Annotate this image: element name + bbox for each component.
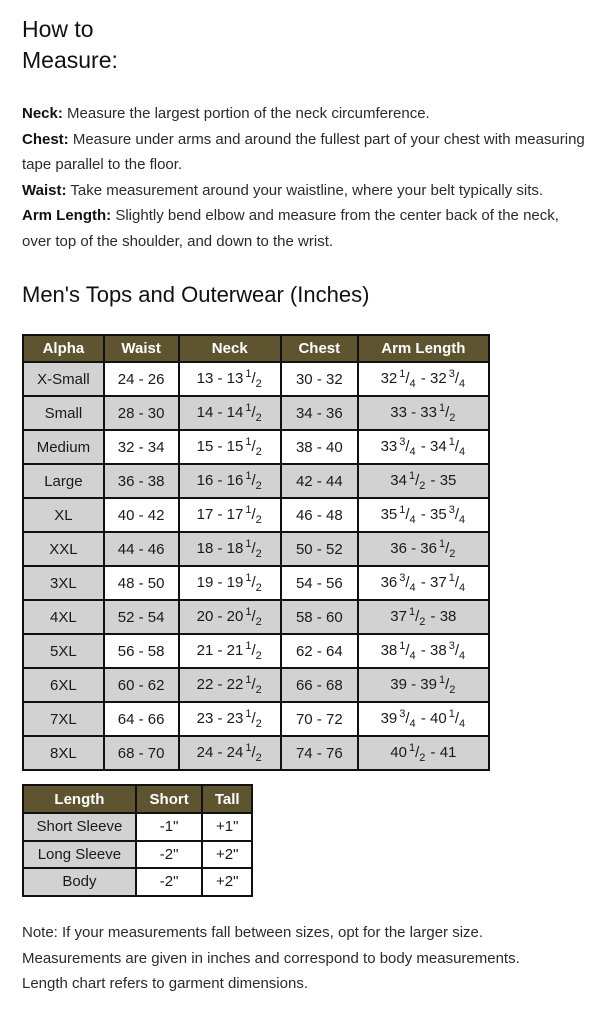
page-title-line1: How to <box>22 16 94 42</box>
table-cell: 37 $^1/_2 - 38$ <box>358 600 489 634</box>
table-row <box>23 362 489 396</box>
instruction-label: Chest: <box>22 130 69 148</box>
fraction: $^1/_2$ <box>245 708 262 730</box>
table-cell: -1" <box>136 813 203 841</box>
notes <box>22 920 592 997</box>
table-cell: 70 - 72 <box>281 702 358 736</box>
table-row <box>23 396 489 430</box>
table-row <box>23 702 489 736</box>
size-chart-table <box>22 334 490 771</box>
note-line: Note: If your measurements fall between sizes, opt for the larger size. <box>22 924 484 941</box>
table-cell: 50 - 52 <box>281 532 358 566</box>
table-cell: 64 - 66 <box>104 702 179 736</box>
column-header: Short <box>136 785 203 813</box>
table-cell: 16 - 16 $^1/_2$ <box>179 464 281 498</box>
fraction: $^1/_2$ <box>245 538 262 560</box>
fraction: $^1/_4$ <box>399 504 416 526</box>
instruction-label: Arm Length: <box>22 207 112 224</box>
table-cell: 40 - 42 <box>104 498 179 532</box>
table-cell: 46 - 48 <box>281 498 358 532</box>
table-cell: -2" <box>136 868 203 896</box>
table-cell: 40 $^1/_2 - 41$ <box>358 736 489 770</box>
instruction-waist <box>22 178 592 204</box>
table-cell: 38 $^1/_4 - 38$ $^3/_4$ <box>358 634 489 668</box>
length-chart-body <box>23 813 252 896</box>
table-cell: 13 - 13 $^1/_2$ <box>179 362 281 396</box>
table-cell: 32 - 34 <box>104 430 179 464</box>
table-cell: 4XL <box>23 600 104 634</box>
fraction: $^1/_2$ <box>245 606 262 628</box>
table-cell: Medium <box>23 430 104 464</box>
column-header: Arm Length <box>358 335 489 362</box>
fraction: $^1/_2$ <box>245 504 262 526</box>
length-chart-table <box>22 784 253 897</box>
table-cell: 38 - 40 <box>281 430 358 464</box>
table-cell: 15 - 15 $^1/_2$ <box>179 430 281 464</box>
table-cell: 62 - 64 <box>281 634 358 668</box>
table-cell: 23 - 23 $^1/_2$ <box>179 702 281 736</box>
table-cell: 36 $^3/_4 - 37$ $^1/_4$ <box>358 566 489 600</box>
table-cell: 28 - 30 <box>104 396 179 430</box>
table-cell: 32 $^1/_4 - 32$ $^3/_4$ <box>358 362 489 396</box>
table-cell: 33 $^3/_4 - 34$ $^1/_4$ <box>358 430 489 464</box>
table-cell: 17 - 17 $^1/_2$ <box>179 498 281 532</box>
fraction: $^1/_2$ <box>245 742 262 764</box>
fraction: $^3/_4$ <box>448 368 466 390</box>
fraction: $^1/_2$ <box>245 436 262 458</box>
fraction: $^1/_2$ <box>245 640 262 662</box>
table-row <box>23 532 489 566</box>
column-header: Waist <box>104 335 179 362</box>
table-cell: 56 - 58 <box>104 634 179 668</box>
table-cell: 39 $^3/_4 - 40$ $^1/_4$ <box>358 702 489 736</box>
column-header: Alpha <box>23 335 104 362</box>
instruction-text: Take measurement around your waistline, where your belt typically sits. <box>66 181 544 199</box>
table-cell: +2" <box>202 841 252 869</box>
table-cell: 6XL <box>23 668 104 702</box>
table-cell: 24 - 24 $^1/_2$ <box>179 736 281 770</box>
table-cell: 48 - 50 <box>104 566 179 600</box>
page-title-line2: Measure: <box>22 47 118 73</box>
table-cell: 24 - 26 <box>104 362 179 396</box>
table-cell: 8XL <box>23 736 104 770</box>
table-cell: 30 - 32 <box>281 362 358 396</box>
size-chart-header-row <box>23 335 489 362</box>
table-row <box>23 868 252 896</box>
table-cell: 19 - 19 $^1/_2$ <box>179 566 281 600</box>
fraction: $^1/_2$ <box>408 606 426 628</box>
length-chart-header-row <box>23 785 252 813</box>
table-cell: 36 - 38 <box>104 464 179 498</box>
table-cell: 18 - 18 $^1/_2$ <box>179 532 281 566</box>
table-cell: 35 $^1/_4 - 35$ $^3/_4$ <box>358 498 489 532</box>
fraction: $^3/_4$ <box>399 572 416 594</box>
measure-instructions <box>22 101 592 254</box>
table-row <box>23 736 489 770</box>
fraction: $^1/_4$ <box>399 640 416 662</box>
fraction: $^1/_2$ <box>438 538 456 560</box>
table-cell: 5XL <box>23 634 104 668</box>
table-cell: +1" <box>202 813 252 841</box>
fraction: $^1/_2$ <box>245 572 262 594</box>
fraction: $^1/_2$ <box>245 674 262 696</box>
table-row <box>23 464 489 498</box>
table-cell: 7XL <box>23 702 104 736</box>
table-cell: 20 - 20 $^1/_2$ <box>179 600 281 634</box>
table-cell: Body <box>23 868 136 896</box>
table-cell: 68 - 70 <box>104 736 179 770</box>
table-cell: 42 - 44 <box>281 464 358 498</box>
table-cell: +2" <box>202 868 252 896</box>
fraction: $^1/_4$ <box>448 436 466 458</box>
instruction-text: Measure under arms and around the fullest part of your chest with measuring tape parallel to the floor. <box>22 130 585 173</box>
instruction-text: Slightly bend elbow and measure from the center back of the neck, over top of the shoulder, and down to the wrist. <box>22 207 559 250</box>
table-cell: Large <box>23 464 104 498</box>
fraction: $^1/_2$ <box>245 368 262 390</box>
table-row <box>23 668 489 702</box>
table-cell: 58 - 60 <box>281 600 358 634</box>
table-cell: X-Small <box>23 362 104 396</box>
table-cell: XXL <box>23 532 104 566</box>
table-row <box>23 498 489 532</box>
table-cell: 52 - 54 <box>104 600 179 634</box>
fraction: $^3/_4$ <box>399 708 416 730</box>
table-cell: 34 $^1/_2 - 35$ <box>358 464 489 498</box>
fraction: $^1/_2$ <box>438 674 456 696</box>
fraction: $^3/_4$ <box>448 504 466 526</box>
table-cell: 34 - 36 <box>281 396 358 430</box>
column-header: Neck <box>179 335 281 362</box>
fraction: $^1/_2$ <box>438 402 456 424</box>
fraction: $^1/_2$ <box>408 742 426 764</box>
table-cell: -2" <box>136 841 203 869</box>
section-title: Men's Tops and Outerwear (Inches) <box>22 282 370 307</box>
table-row <box>23 813 252 841</box>
fraction: $^1/_4$ <box>448 572 466 594</box>
table-cell: 3XL <box>23 566 104 600</box>
table-cell: 60 - 62 <box>104 668 179 702</box>
table-cell: 44 - 46 <box>104 532 179 566</box>
table-cell: 21 - 21 $^1/_2$ <box>179 634 281 668</box>
note-line: Measurements are given in inches and correspond to body measurements. <box>22 949 520 967</box>
column-header: Tall <box>202 785 252 813</box>
table-cell: XL <box>23 498 104 532</box>
table-row <box>23 566 489 600</box>
instruction-label: Waist: <box>22 181 67 199</box>
instruction-chest <box>22 127 592 178</box>
table-row <box>23 634 489 668</box>
table-cell: Long Sleeve <box>23 841 136 869</box>
instruction-arm-length <box>22 203 592 254</box>
note-line: Length chart refers to garment dimensions. <box>22 975 308 992</box>
instruction-text: Measure the largest portion of the neck circumference. <box>62 105 430 122</box>
page-title <box>22 14 322 76</box>
fraction: $^1/_2$ <box>245 470 262 492</box>
table-cell: 14 - 14 $^1/_2$ <box>179 396 281 430</box>
column-header: Chest <box>281 335 358 362</box>
table-cell: 33 - 33 $^1/_2$ <box>358 396 489 430</box>
table-cell: 22 - 22 $^1/_2$ <box>179 668 281 702</box>
fraction: $^3/_4$ <box>448 640 466 662</box>
column-header: Length <box>23 785 136 813</box>
table-cell: Short Sleeve <box>23 813 136 841</box>
table-cell: Small <box>23 396 104 430</box>
fraction: $^1/_4$ <box>399 368 416 390</box>
table-row <box>23 600 489 634</box>
instruction-neck <box>22 101 592 127</box>
fraction: $^1/_4$ <box>448 708 466 730</box>
fraction: $^1/_2$ <box>408 470 426 492</box>
table-row <box>23 841 252 869</box>
table-cell: 54 - 56 <box>281 566 358 600</box>
table-cell: 74 - 76 <box>281 736 358 770</box>
fraction: $^3/_4$ <box>399 436 416 458</box>
fraction: $^1/_2$ <box>245 402 262 424</box>
table-cell: 66 - 68 <box>281 668 358 702</box>
table-cell: 39 - 39 $^1/_2$ <box>358 668 489 702</box>
size-chart-body <box>23 362 489 770</box>
table-cell: 36 - 36 $^1/_2$ <box>358 532 489 566</box>
instruction-label: Neck: <box>22 105 63 122</box>
table-row <box>23 430 489 464</box>
